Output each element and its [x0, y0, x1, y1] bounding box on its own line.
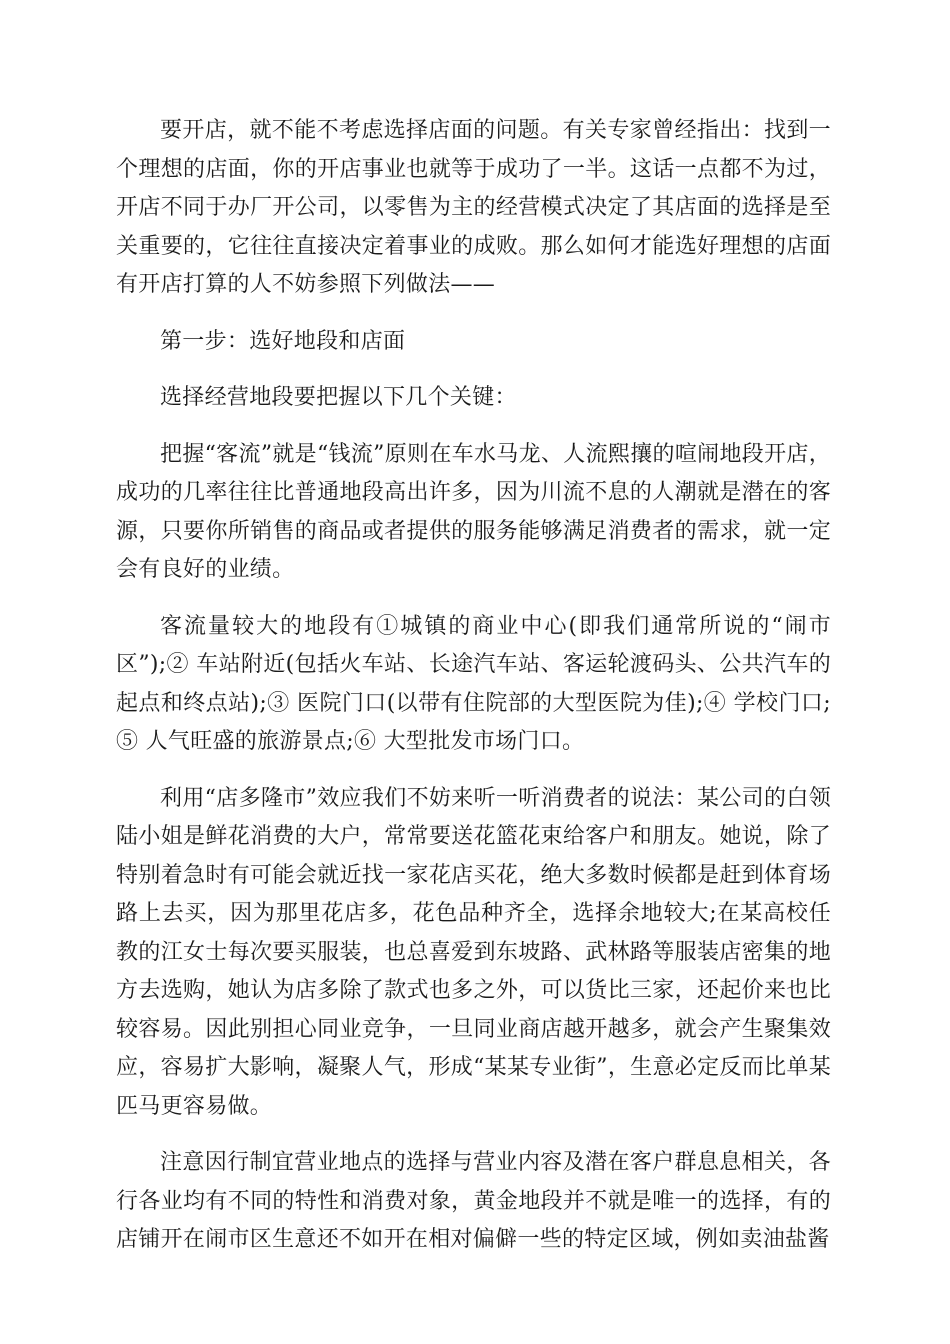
paragraph-step-one-heading: 第一步：选好地段和店面 [160, 328, 406, 354]
document-page [116, 112, 831, 1278]
paragraph-cluster-effect: 利用“店多隆市”效应我们不妨来听一听消费者的说法：某公司的白领陆小姐是鲜花消费的大户，常常要送花篮花束给客户和朋友。她说，除了特别着急时有可能会就近找一家花店买花，绝大多数时候都是赶到体育场路上去买，因为那里花店多，花色品种齐全，选择余地较大;在某高校任教的江女士每次要买服装，也总喜爱到东坡路、武林路等服装店密集的地方去选购，她认为店多除了款式也多之外，可以货比三家，还起价来也比较容易。因此别担心同业竞争，一旦同业商店越开越多，就会产生聚集效应，容易扩大影响，凝聚人气，形成“某某专业街”，生意必定反而比单某匹马更容易做。 [116, 785, 831, 1119]
paragraph-suit-industry: 注意因行制宜营业地点的选择与营业内容及潜在客户群息息相关，各行各业均有不同的特性和消费对象，黄金地段并不就是唯一的选择，有的店铺开在闹市区生意还不如开在相对偏僻一些的特定区域，例如卖油盐酱 [116, 1150, 831, 1252]
paragraph-busy-locations: 客流量较大的地段有①城镇的商业中心(即我们通常所说的“闹市区”);② 车站附近(包括火车站、长途汽车站、客运轮渡码头、公共汽车的起点和终点站);③ 医院门口(以带有住院部的大型医院为佳);④ 学校门口;⑤ 人气旺盛的旅游景点;⑥ 大型批发市场门口。 [116, 613, 831, 754]
paragraph-key-points: 选择经营地段要把握以下几个关键： [160, 385, 517, 410]
paragraph-intro: 要开店，就不能不考虑选择店面的问题。有关专家曾经指出：找到一个理想的店面，你的开店事业也就等于成功了一半。这话一点都不为过，开店不同于办厂开公司，以零售为主的经营模式决定了其店面的选择是至关重要的，它往往直接决定着事业的成败。那么如何才能选好理想的店面有开店打算的人不妨参照下列做法—— [116, 118, 831, 297]
paragraph-customer-flow: 把握“客流”就是“钱流”原则在车水马龙、人流熙攘的喧闹地段开店，成功的几率往往比普通地段高出许多，因为川流不息的人潮就是潜在的客源，只要你所销售的商品或者提供的服务能够满足消费者的需求，就一定会有良好的业绩。 [116, 441, 831, 582]
